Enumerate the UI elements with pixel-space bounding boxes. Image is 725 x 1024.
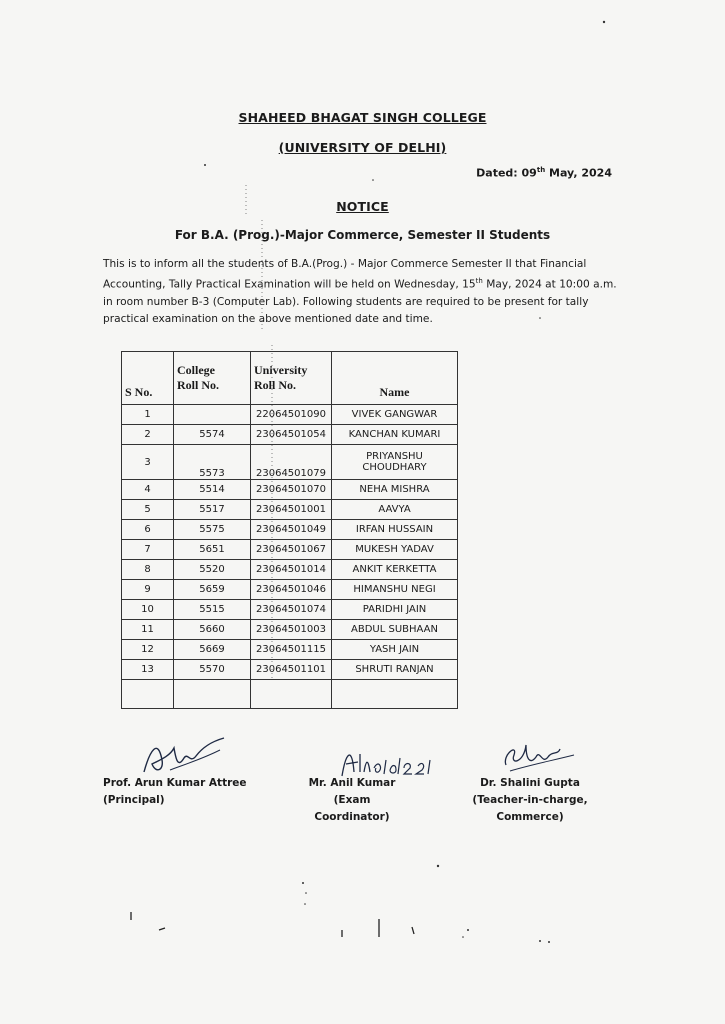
table-body: [122, 405, 458, 709]
empty-cell: [332, 680, 458, 709]
principal-role: (Principal): [103, 794, 165, 806]
cell-sno: 1: [122, 405, 174, 425]
cell-name: SHRUTI RANJAN: [332, 660, 458, 680]
cell-college-roll: 5659: [174, 580, 251, 600]
cell-university-roll: 23064501014: [251, 560, 332, 580]
cell-college-roll: 5574: [174, 425, 251, 445]
cell-name: IRFAN HUSSAIN: [332, 520, 458, 540]
date-prefix: Dated: 09: [476, 166, 537, 180]
cell-college-roll: 5660: [174, 620, 251, 640]
cell-name: NEHA MISHRA: [332, 480, 458, 500]
table-row: [122, 580, 458, 600]
empty-cell: [122, 680, 174, 709]
table-row: [122, 620, 458, 640]
table-row: [122, 500, 458, 520]
header-college-line2: Roll No.: [177, 378, 219, 392]
cell-sno: 3: [122, 445, 174, 480]
cell-sno: 2: [122, 425, 174, 445]
cell-name: PRIYANSHU CHOUDHARY: [332, 445, 458, 480]
table-row: [122, 560, 458, 580]
header-univ-line2: Roll No.: [254, 378, 296, 392]
cell-university-roll: 23064501070: [251, 480, 332, 500]
cell-name: AAVYA: [332, 500, 458, 520]
notice-heading: NOTICE: [336, 199, 389, 214]
body-part2: May, 2024 at 10:00 a.m. in room number B-3 (Computer Lab). Following students are required to be present for tally practical examination on the above mentioned date and time.: [103, 278, 617, 325]
cell-sno: 7: [122, 540, 174, 560]
signatory-tic: [447, 775, 613, 826]
coordinator-role: (Exam Coordinator): [314, 794, 390, 823]
cell-university-roll: 23064501067: [251, 540, 332, 560]
cell-sno: 6: [122, 520, 174, 540]
table-row: [122, 480, 458, 500]
notice-subtitle: For B.A. (Prog.)-Major Commerce, Semester II Students: [174, 228, 551, 242]
cell-name: VIVEK GANGWAR: [332, 405, 458, 425]
cell-name: ABDUL SUBHAAN: [332, 620, 458, 640]
signatory-coordinator: [300, 775, 404, 826]
body-sup: th: [475, 277, 483, 285]
cell-college-roll: 5515: [174, 600, 251, 620]
table-row: [122, 640, 458, 660]
notice-body: [103, 256, 618, 328]
signatory-principal: [103, 775, 247, 809]
cell-university-roll: 23064501046: [251, 580, 332, 600]
tic-name: Dr. Shalini Gupta: [480, 777, 580, 789]
cell-college-roll: [174, 405, 251, 425]
cell-name: YASH JAIN: [332, 640, 458, 660]
cell-sno: 10: [122, 600, 174, 620]
coordinator-name: Mr. Anil Kumar: [308, 777, 396, 789]
date-sup: th: [536, 166, 546, 174]
header-univ-line1: University: [254, 363, 308, 377]
header-sno: S No.: [122, 352, 174, 405]
table-row: [122, 445, 458, 480]
cell-name: PARIDHI JAIN: [332, 600, 458, 620]
cell-university-roll: 22064501090: [251, 405, 332, 425]
cell-college-roll: 5669: [174, 640, 251, 660]
cell-university-roll: 23064501101: [251, 660, 332, 680]
cell-university-roll: 23064501074: [251, 600, 332, 620]
header-name: Name: [332, 352, 458, 405]
cell-name: ANKIT KERKETTA: [332, 560, 458, 580]
college-name: SHAHEED BHAGAT SINGH COLLEGE: [238, 110, 487, 125]
cell-university-roll: 23064501003: [251, 620, 332, 640]
cell-sno: 11: [122, 620, 174, 640]
cell-university-roll: 23064501049: [251, 520, 332, 540]
date-suffix: May, 2024: [545, 166, 612, 180]
principal-signature: [140, 730, 230, 780]
cell-university-roll: 23064501115: [251, 640, 332, 660]
table-row: [122, 540, 458, 560]
table-row: [122, 600, 458, 620]
cell-college-roll: 5570: [174, 660, 251, 680]
cell-college-roll: 5573: [174, 445, 251, 480]
header-university-roll: [251, 352, 332, 405]
empty-cell: [251, 680, 332, 709]
cell-college-roll: 5651: [174, 540, 251, 560]
cell-university-roll: 23064501054: [251, 425, 332, 445]
cell-university-roll: 23064501001: [251, 500, 332, 520]
university-name: (UNIVERSITY OF DELHI): [278, 140, 447, 155]
table-row: [122, 660, 458, 680]
tic-role: (Teacher-in-charge, Commerce): [472, 794, 588, 823]
cell-sno: 8: [122, 560, 174, 580]
principal-name: Prof. Arun Kumar Attree: [103, 777, 247, 789]
student-table: [121, 351, 458, 709]
cell-sno: 13: [122, 660, 174, 680]
cell-sno: 4: [122, 480, 174, 500]
cell-name: HIMANSHU NEGI: [332, 580, 458, 600]
cell-college-roll: 5520: [174, 560, 251, 580]
cell-university-roll: 23064501079: [251, 445, 332, 480]
empty-cell: [174, 680, 251, 709]
cell-sno: 12: [122, 640, 174, 660]
header-college-line1: College: [177, 363, 215, 377]
tic-signature: [500, 735, 580, 775]
body-part1: This is to inform all the students of B.A.(Prog.) - Major Commerce Semester II that Financial Accounting, Tally Practical Examination will be held on Wednesday, 15: [103, 258, 587, 291]
cell-college-roll: 5575: [174, 520, 251, 540]
cell-college-roll: 5517: [174, 500, 251, 520]
table-filler-row: [122, 680, 458, 709]
table-row: [122, 520, 458, 540]
cell-sno: 9: [122, 580, 174, 600]
table-row: [122, 425, 458, 445]
cell-name: KANCHAN KUMARI: [332, 425, 458, 445]
header-college-roll: [174, 352, 251, 405]
table-header-row: [122, 352, 458, 405]
cell-sno: 5: [122, 500, 174, 520]
notice-date: [476, 166, 612, 180]
table-row: [122, 405, 458, 425]
cell-college-roll: 5514: [174, 480, 251, 500]
cell-name: MUKESH YADAV: [332, 540, 458, 560]
